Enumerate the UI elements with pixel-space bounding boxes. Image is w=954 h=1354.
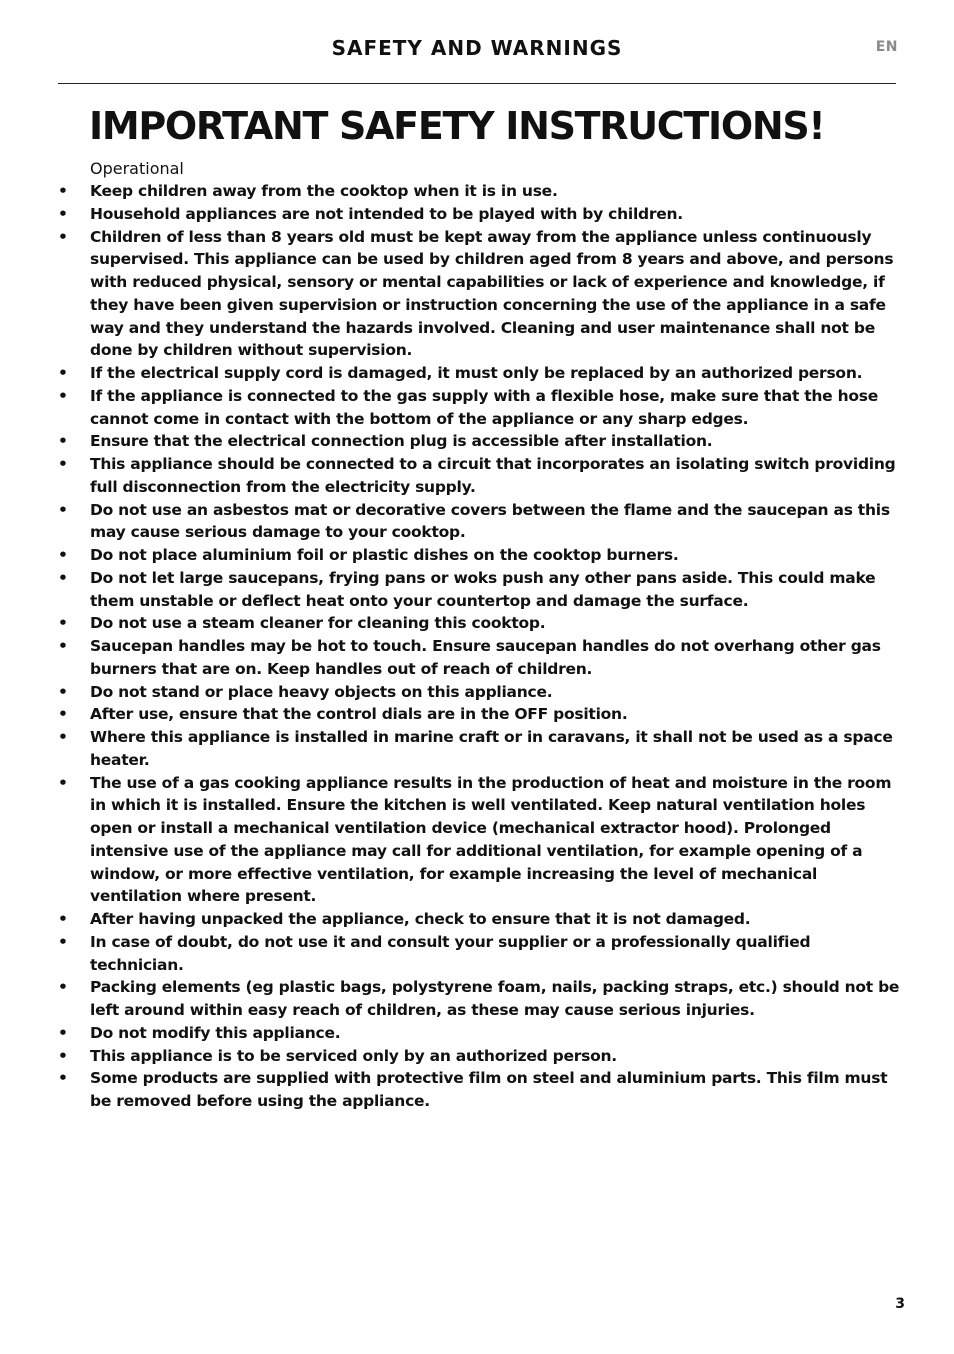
list-item: • Do not use a steam cleaner for cleaning this cooktop. [58,612,904,635]
page-title: IMPORTANT SAFETY INSTRUCTIONS! [89,104,825,148]
safety-instructions-list [58,180,904,1113]
list-item: • Some products are supplied with protective film on steel and aluminium parts. This film must be removed before using the appliance. [58,1067,904,1113]
list-item: • Do not let large saucepans, frying pans or woks push any other pans aside. This could make them unstable or deflect heat onto your countertop and damage the surface. [58,567,904,613]
list-item: • Children of less than 8 years old must be kept away from the appliance unless continuously supervised. This appliance can be used by children aged from 8 years and above, and persons with reduced physical, sensory or mental capabilities or lack of experience and knowledge, if they have been given supervision or instruction concerning the use of the appliance in a safe way and they understand the hazards involved. Cleaning and user maintenance shall not be done by children without supervision. [58,226,904,363]
list-item: • Saucepan handles may be hot to touch. Ensure saucepan handles do not overhang other gas burners that are on. Keep handles out of reach of children. [58,635,904,681]
list-item: • This appliance should be connected to a circuit that incorporates an isolating switch providing full disconnection from the electricity supply. [58,453,904,499]
list-item: • After having unpacked the appliance, check to ensure that it is not damaged. [58,908,904,931]
page-header [58,0,896,84]
list-item: • Do not use an asbestos mat or decorative covers between the flame and the saucepan as this may cause serious damage to your cooktop. [58,499,904,545]
list-item: • In case of doubt, do not use it and consult your supplier or a professionally qualified technician. [58,931,904,977]
list-item: • Do not stand or place heavy objects on this appliance. [58,681,904,704]
list-item: • The use of a gas cooking appliance results in the production of heat and moisture in the room in which it is installed. Ensure the kitchen is well ventilated. Keep natural ventilation holes open or install a mechanical ventilation device (mechanical extractor hood). Prolonged intensive use of the appliance may call for additional ventilation, for example opening of a window, or more effective ventilation, for example increasing the level of mechanical ventilation where present. [58,772,904,909]
subheading-operational: Operational [90,159,184,178]
list-item: • If the electrical supply cord is damaged, it must only be replaced by an authorized person. [58,362,904,385]
language-code: EN [875,39,898,55]
list-item: • Packing elements (eg plastic bags, polystyrene foam, nails, packing straps, etc.) should not be left around within easy reach of children, as these may cause serious injuries. [58,976,904,1022]
list-item: • If the appliance is connected to the gas supply with a flexible hose, make sure that the hose cannot come in contact with the bottom of the appliance or any sharp edges. [58,385,904,431]
list-item: • Where this appliance is installed in marine craft or in caravans, it shall not be used as a space heater. [58,726,904,772]
list-item: • Ensure that the electrical connection plug is accessible after installation. [58,430,904,453]
list-item: • After use, ensure that the control dials are in the OFF position. [58,703,904,726]
list-item: • Do not place aluminium foil or plastic dishes on the cooktop burners. [58,544,904,567]
section-title: SAFETY AND WARNINGS [331,36,623,60]
list-item: • Do not modify this appliance. [58,1022,904,1045]
page-number: 3 [895,1296,905,1312]
list-item: • Household appliances are not intended to be played with by children. [58,203,904,226]
list-item: • This appliance is to be serviced only by an authorized person. [58,1045,904,1068]
list-item: • Keep children away from the cooktop when it is in use. [58,180,904,203]
